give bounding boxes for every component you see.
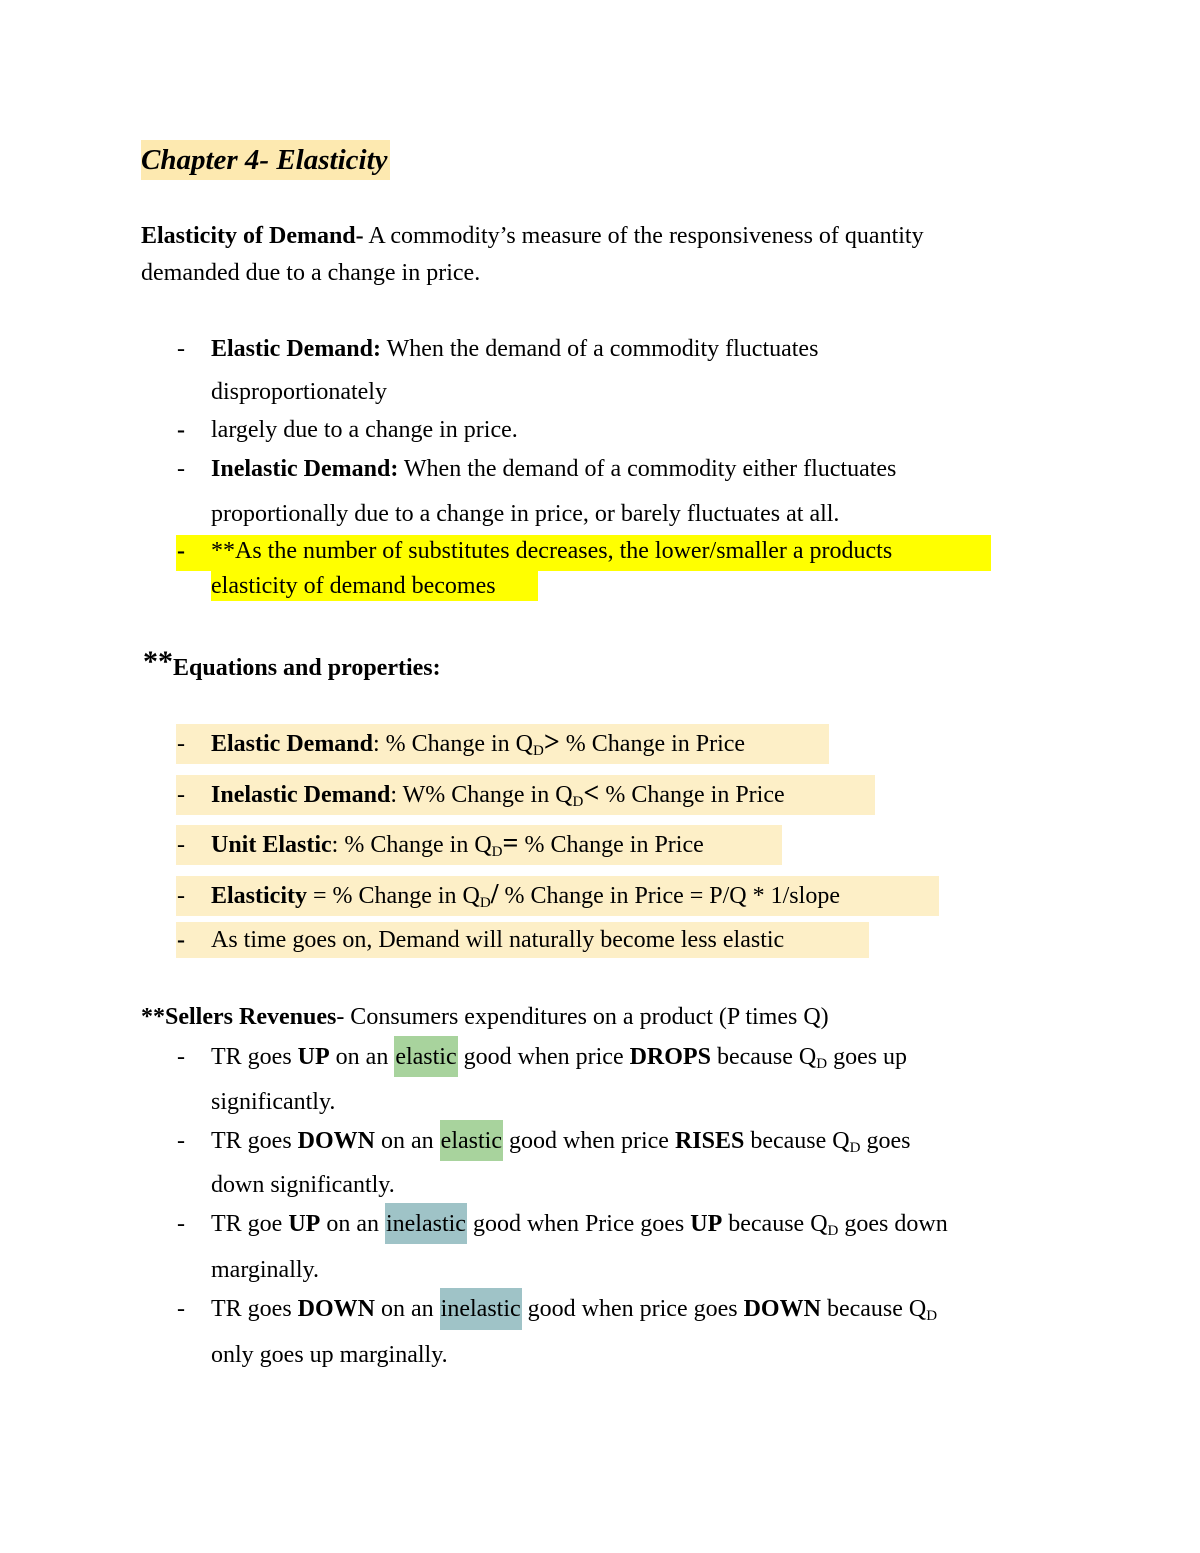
revenues-heading: **Sellers Revenues- Consumers expenditures on a product (P times Q) <box>141 1004 829 1030</box>
revenue-bullet-1: TR goes UP on an elastic good when price DROPS because $Q_D$ goes up <box>211 1036 907 1078</box>
bullet-dash: - <box>177 1296 185 1322</box>
bullet-inelastic-demand-cont: proportionally due to a change in price, or barely fluctuates at all. <box>211 501 840 527</box>
definition-line-2: demanded due to a change in price. <box>141 260 481 286</box>
bullet-dash: - <box>177 336 185 362</box>
bullet-largely: largely due to a change in price. <box>211 417 518 443</box>
revenue-bullet-3: TR goe UP on an inelastic good when Price goes UP because $Q_D$ goes down <box>211 1203 948 1245</box>
revenue-bullet-1-cont: significantly. <box>211 1089 336 1115</box>
equation-row-unit-elastic: - Unit Elastic: % Change in $Q_D=$ % Change in Price <box>176 825 782 865</box>
highlight-inelastic: inelastic <box>385 1203 467 1244</box>
bullet-dash: - <box>177 538 185 564</box>
bullet-elastic-demand-cont: disproportionately <box>211 379 387 405</box>
bullet-dash: - <box>177 1044 185 1070</box>
bullet-dash: - <box>177 456 185 482</box>
bullet-dash: - <box>177 1128 185 1154</box>
note-line-1: **As the number of substitutes decreases, the lower/smaller a products <box>211 538 893 564</box>
page-title: Chapter 4- Elasticity <box>141 140 390 180</box>
equation-row-elastic: - Elastic Demand: % Change in $Q_D>$ % Change in Price <box>176 724 829 764</box>
revenue-bullet-2-cont: down significantly. <box>211 1172 395 1198</box>
highlight-elastic: elastic <box>440 1120 503 1161</box>
bullet-dash: - <box>177 417 185 443</box>
revenue-bullet-3-cont: marginally. <box>211 1257 319 1283</box>
revenue-bullet-4-cont: only goes up marginally. <box>211 1342 448 1368</box>
definition-term: Elasticity of Demand- <box>141 223 364 249</box>
revenue-bullet-2: TR goes DOWN on an elastic good when price RISES because $Q_D$ goes <box>211 1120 910 1162</box>
revenue-bullet-4: TR goes DOWN on an inelastic good when price goes DOWN because $Q_D$ <box>211 1288 937 1330</box>
equation-row-time: - As time goes on, Demand will naturally become less elastic <box>176 922 869 958</box>
definition-line-1: Elasticity of Demand- A commodity’s measure of the responsiveness of quantity <box>141 223 924 249</box>
highlight-note-row-1 <box>176 535 991 571</box>
highlight-elastic: elastic <box>394 1036 457 1077</box>
note-line-2: elasticity of demand becomes <box>211 571 538 601</box>
equation-row-inelastic: - Inelastic Demand: W% Change in $Q_D<$ % Change in Price <box>176 775 875 815</box>
highlight-inelastic: inelastic <box>440 1288 522 1330</box>
bullet-inelastic-demand: Inelastic Demand: When the demand of a commodity either fluctuates <box>211 456 897 482</box>
equation-row-elasticity: - Elasticity = % Change in $Q_D/$ % Change in Price = P/Q * 1/slope <box>176 876 939 916</box>
bullet-dash: - <box>177 1211 185 1237</box>
bullet-elastic-demand: Elastic Demand: When the demand of a commodity fluctuates <box>211 336 819 362</box>
equations-heading: **Equations and properties: <box>143 645 441 681</box>
